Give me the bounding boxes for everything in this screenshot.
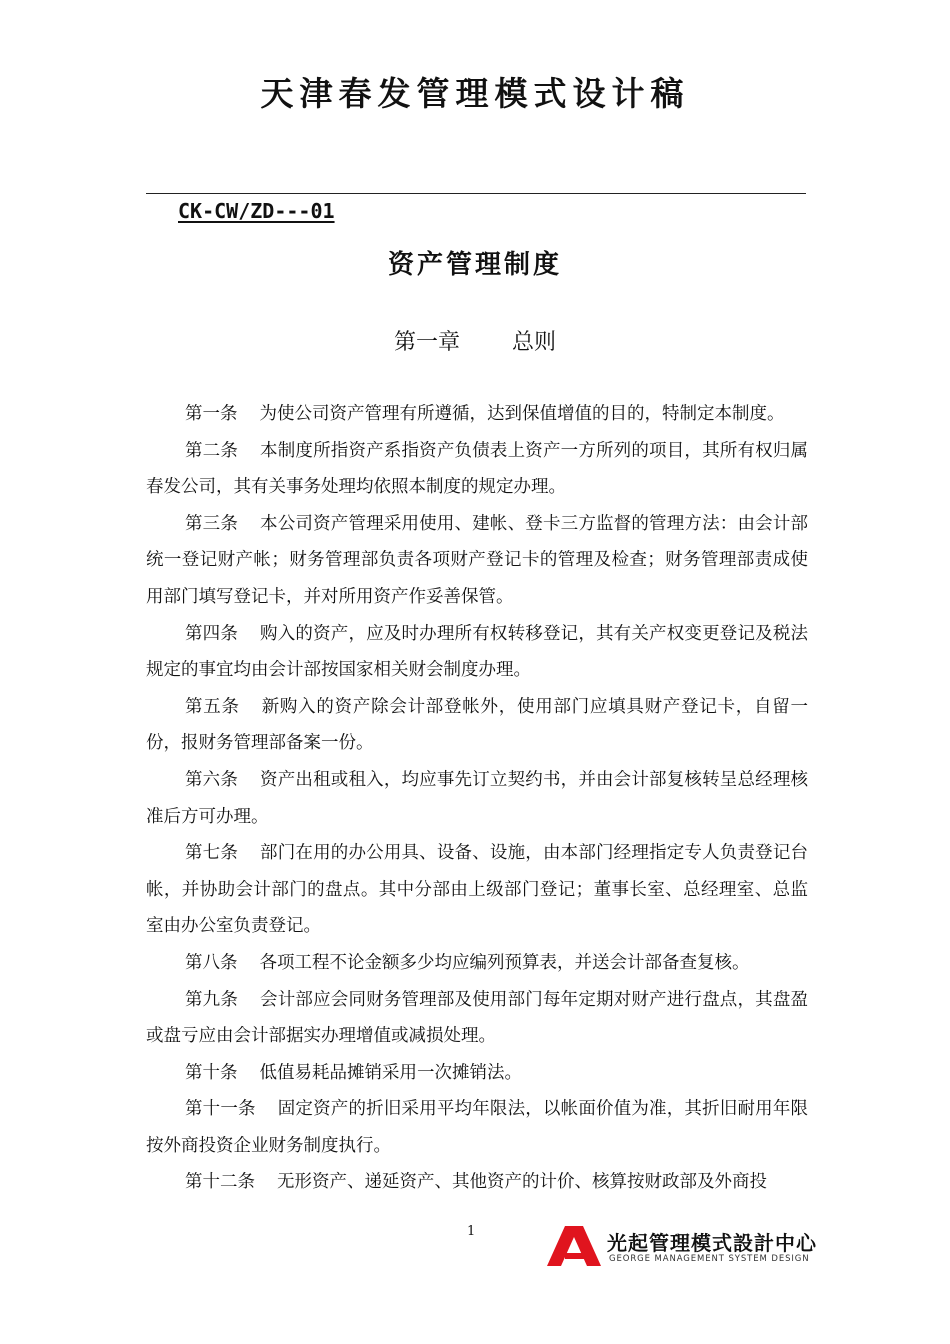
article-label: 第十条 <box>185 1062 238 1083</box>
article-text: 为使公司资产管理有所遵循，达到保值增值的目的，特制定本制度。 <box>259 404 785 424</box>
article-label: 第三条 <box>185 513 239 534</box>
article-text: 本公司资产管理采用使用、建帐、登卡三方监督的管理方法：由会计部统一登记财产帐；财务管理部负责各项财产登记卡的管理及检查；财务管理部责成使用部门填写登记卡，并对所用资产作妥善保管。 <box>146 513 808 607</box>
document-body <box>146 396 808 1201</box>
logo-triangle-icon <box>547 1226 601 1266</box>
article-6 <box>146 762 808 835</box>
article-label: 第十二条 <box>185 1172 255 1193</box>
article-5 <box>146 689 808 762</box>
article-3 <box>146 506 808 616</box>
logo-mark-icon <box>547 1226 601 1266</box>
company-logo <box>547 1226 817 1266</box>
header-divider <box>146 193 806 194</box>
article-label: 第九条 <box>185 989 239 1010</box>
article-11 <box>146 1091 808 1164</box>
article-text: 购入的资产，应及时办理所有权转移登记，其有关产权变更登记及税法规定的事宜均由会计部按国家相关财会制度办理。 <box>146 623 808 681</box>
article-text: 部门在用的办公用具、设备、设施，由本部门经理指定专人负责登记台帐，并协助会计部门的盘点。其中分部由上级部门登记；董事长室、总经理室、总监室由办公室负责登记。 <box>146 843 808 937</box>
logo-crossbar-icon <box>565 1253 587 1259</box>
article-text: 各项工程不论金额多少均应编列预算表，并送会计部备查复核。 <box>259 952 750 973</box>
article-1 <box>146 396 808 433</box>
page-number: 1 <box>467 1224 476 1239</box>
chapter-heading <box>0 325 950 356</box>
logo-name-en: GEORGE MANAGEMENT SYSTEM DESIGN <box>609 1254 810 1264</box>
article-label: 第七条 <box>185 843 239 864</box>
article-9 <box>146 982 808 1055</box>
article-8 <box>146 945 808 982</box>
article-label: 第六条 <box>185 769 239 790</box>
article-4 <box>146 616 808 689</box>
chapter-number: 第一章 <box>393 330 460 355</box>
article-text: 资产出租或租入，均应事先订立契约书，并由会计部复核转呈总经理核准后方可办理。 <box>146 769 808 827</box>
article-text: 会计部应会同财务管理部及使用部门每年定期对财产进行盘点，其盘盈或盘亏应由会计部据实办理增值或减损处理。 <box>146 989 808 1047</box>
article-label: 第二条 <box>185 440 239 461</box>
article-text: 低值易耗品摊销采用一次摊销法。 <box>259 1062 522 1083</box>
article-text: 无形资产、递延资产、其他资产的计价、核算按财政部及外商投 <box>277 1172 767 1193</box>
document-title: 资产管理制度 <box>387 250 562 280</box>
article-label: 第十一条 <box>185 1099 256 1120</box>
article-text: 本制度所指资产系指资产负债表上资产一方所列的项目，其所有权归属春发公司，其有关事务处理均依照本制度的规定办理。 <box>146 440 808 498</box>
article-10 <box>146 1055 808 1092</box>
article-label: 第一条 <box>185 404 238 424</box>
document-code: CK-CW/ZD---01 <box>178 199 335 223</box>
page-header-title: 天津春发管理模式设计稿 <box>260 74 690 113</box>
article-text: 新购入的资产除会计部登帐外，使用部门应填具财产登记卡，自留一份，报财务管理部备案一份。 <box>146 696 808 754</box>
article-label: 第四条 <box>185 623 239 644</box>
logo-name-cn: 光起管理模式設計中心 <box>607 1231 817 1255</box>
article-text: 固定资产的折旧采用平均年限法，以帐面价值为准，其折旧耐用年限按外商投资企业财务制度执行。 <box>146 1099 809 1156</box>
article-label: 第八条 <box>185 952 238 973</box>
article-label: 第五条 <box>185 696 240 717</box>
chapter-name: 总则 <box>512 330 557 355</box>
article-2 <box>146 433 808 506</box>
article-7 <box>146 835 808 945</box>
article-12 <box>146 1164 808 1201</box>
